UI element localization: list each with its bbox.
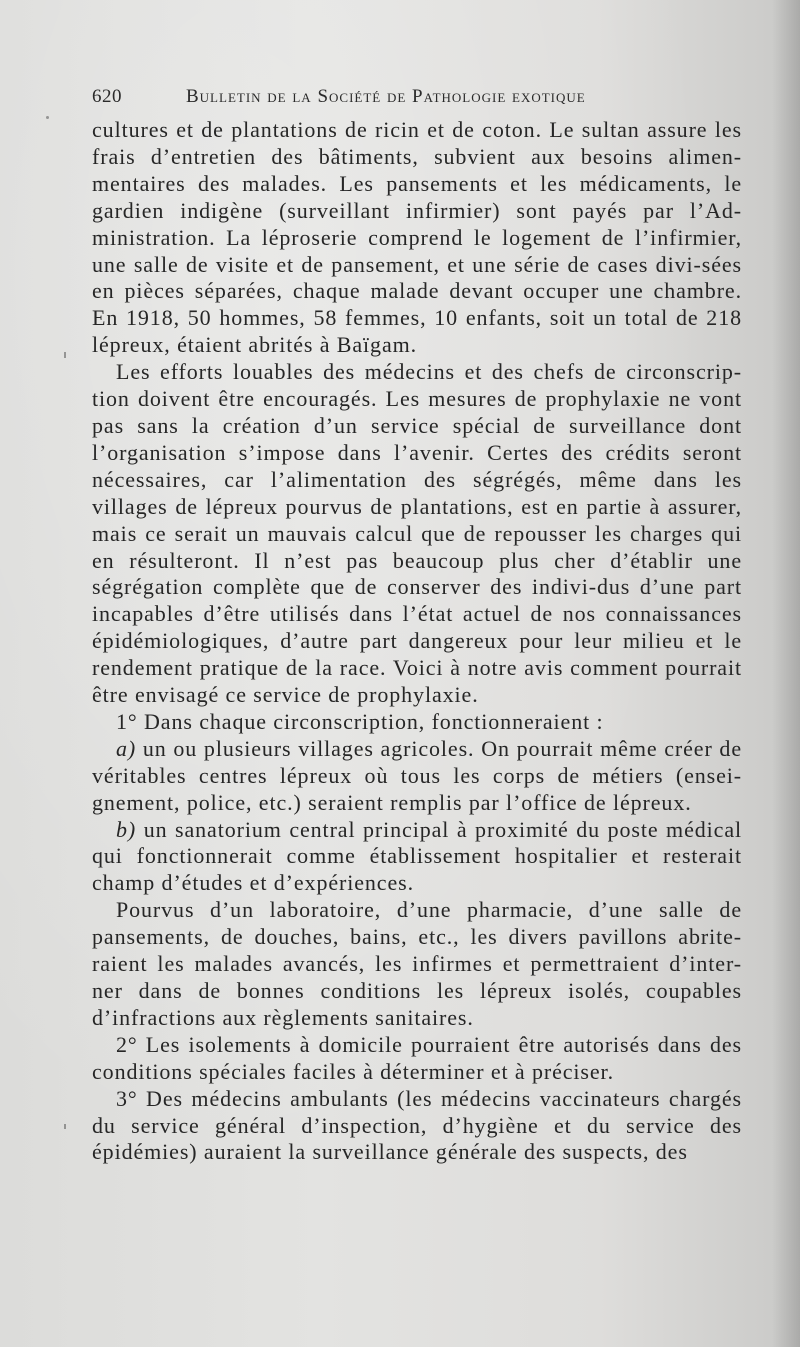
paragraph-text: un ou plusieurs villages agricoles. On pourrait même créer de véritables centres lépreux où tous les corps de métiers (ensei-gnement, police, etc.) seraient remplis par l’office de lépreux.: [92, 735, 742, 815]
paragraph-text: Pourvus d’un laboratoire, d’une pharmacie, d’une salle de pansements, de douches, bains, etc., les divers pavillons abrite-raient les malades avancés, les infirmes et permettraient d’inter-ner dans de bonnes conditions les lépreux isolés, coupables d’infractions aux règlements sanitaires.: [92, 897, 742, 1030]
running-title: Bulletin de la Société de Pathologie exotique: [186, 86, 586, 107]
margin-speck: [64, 1124, 66, 1129]
paragraph-point-2: [92, 1032, 742, 1086]
paragraph-text: cultures et de plantations de ricin et de coton. Le sultan assure les frais d’entretien des bâtiments, subvient aux besoins alimen-mentaires des malades. Les pansements et les médicaments, le gardien indigène (surveillant infirmier) sont payés par l’Ad-ministration. La léproserie comprend le logement de l’infirmier, une salle de visite et de pansement, et une série de cases divi-sées en pièces séparées, chaque malade devant occuper une chambre. En 1918, 50 hommes, 58 femmes, 10 enfants, soit un total de 218 lépreux, étaient abrités à Baïgam.: [92, 117, 742, 358]
paragraph-text: 2° Les isolements à domicile pourraient être autorisés dans des conditions spéciales faciles à déterminer et à préciser.: [92, 1031, 742, 1084]
margin-speck: [46, 116, 49, 119]
running-header: [92, 82, 752, 112]
paragraph-item-a: [92, 736, 742, 817]
paragraph-pavillons: [92, 897, 742, 1032]
item-label: b): [116, 816, 137, 842]
paragraph-item-b: [92, 817, 742, 898]
body-text: [92, 117, 742, 1166]
item-label: a): [116, 735, 137, 761]
paragraph-efforts: [92, 359, 742, 709]
paragraph-text: Les efforts louables des médecins et des chefs de circonscrip-tion doivent être encouragés. Les mesures de prophylaxie ne vont pas sans la création d’un service spécial de surveillance dont l’organisation s’impose dans l’avenir. Certes des crédits seront nécessaires, car l’alimentation des ségrégés, même dans les villages de lépreux pourvus de plantations, est en partie à assurer, mais ce serait un mauvais calcul que de repousser les charges qui en résulteront. Il n’est pas beaucoup plus cher d’établir une ségrégation complète que de conserver des indivi-dus d’une part incapables d’être utilisés dans l’état actuel de nos connaissances épidémiologiques, d’autre part dangereux pour leur milieu et le rendement pratique de la race. Voici à notre avis comment pourrait être envisagé ce service de prophylaxie.: [92, 359, 742, 708]
paragraph-point-3: [92, 1086, 742, 1167]
margin-speck: [64, 352, 66, 358]
paragraph-text: un sanatorium central principal à proximité du poste médical qui fonctionnerait comme établissement hospitalier et resterait champ d’études et d’expériences.: [92, 816, 742, 896]
page-edge-shadow: [772, 0, 800, 1347]
paragraph-text: 1° Dans chaque circonscription, fonctionneraient :: [116, 708, 604, 734]
paragraph-text: 3° Des médecins ambulants (les médecins vaccinateurs chargés du service général d’inspection, d’hygiène et du service des épidémies) auraient la surveillance générale des suspects, des: [92, 1085, 742, 1165]
paragraph-leproserie: [92, 117, 742, 359]
page-number: 620: [92, 86, 122, 107]
paragraph-point-1: [92, 709, 742, 736]
